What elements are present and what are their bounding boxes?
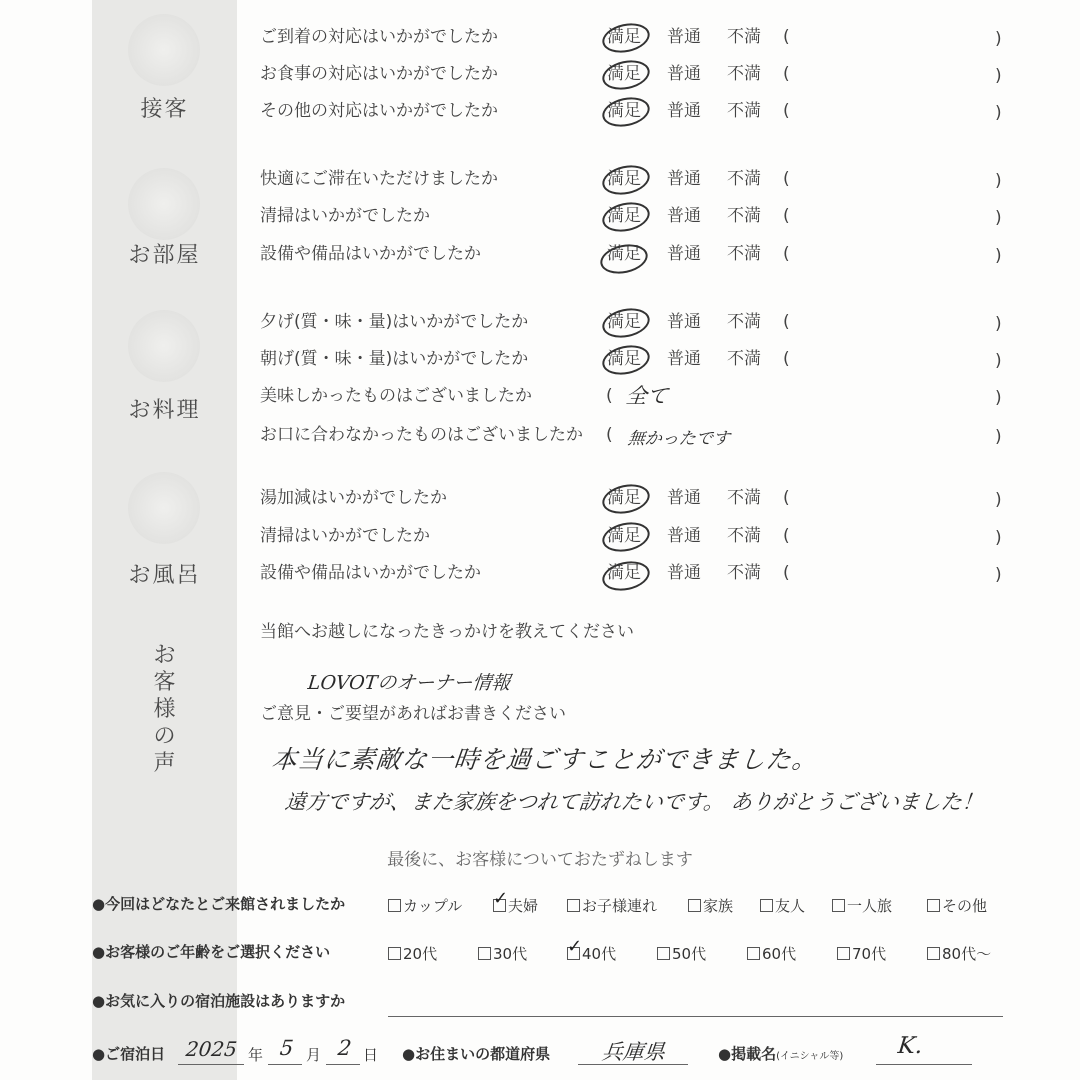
day-unit: 日	[363, 1046, 379, 1064]
circle-mark	[600, 304, 653, 341]
checkbox-family[interactable]: 家族	[688, 895, 733, 916]
stay-day-value[interactable]: 2	[336, 1036, 353, 1060]
checkbox-box[interactable]	[567, 899, 580, 912]
option-unsatisfied[interactable]: 不満	[727, 64, 761, 84]
open-paren: (	[783, 563, 790, 583]
stay-month-line	[268, 1064, 302, 1065]
option-normal[interactable]: 普通	[667, 349, 701, 369]
question-meal-service: お食事の対応はいかがでしたか	[260, 64, 498, 84]
option-unsatisfied[interactable]: 不満	[727, 169, 761, 189]
checkbox-80s-plus[interactable]: 80代〜	[927, 943, 991, 964]
checkbox-box[interactable]	[747, 947, 760, 960]
close-paren: )	[995, 29, 1002, 49]
stay-month-value[interactable]: 5	[278, 1036, 295, 1060]
check-mark-icon: ✓	[493, 888, 509, 909]
checkbox-box[interactable]	[927, 899, 940, 912]
option-satisfied[interactable]: 満足	[607, 27, 641, 47]
prefecture-label: ●お住まいの都道府県	[402, 1045, 551, 1063]
close-paren: )	[995, 388, 1002, 408]
circle-mark	[600, 480, 653, 517]
watermark-logo	[128, 310, 200, 382]
option-satisfied[interactable]: 満足	[607, 169, 641, 189]
circle-mark	[600, 56, 653, 93]
close-paren: )	[995, 528, 1002, 548]
close-paren: )	[995, 351, 1002, 371]
option-unsatisfied[interactable]: 不満	[727, 244, 761, 264]
option-unsatisfied[interactable]: 不満	[727, 488, 761, 508]
stay-year-line	[178, 1064, 244, 1065]
category-sidebar	[92, 0, 237, 1080]
open-paren: (	[606, 386, 613, 406]
option-satisfied[interactable]: 満足	[607, 206, 641, 226]
checkbox-couple[interactable]: カップル	[388, 895, 462, 916]
checkbox-40s[interactable]: ✓ 40代	[567, 936, 617, 963]
favorite-lodging-question: ●お気に入りの宿泊施設はありますか	[92, 992, 346, 1010]
question-other-service: その他の対応はいかがでしたか	[260, 101, 498, 121]
option-unsatisfied[interactable]: 不満	[727, 312, 761, 332]
option-satisfied[interactable]: 満足	[607, 64, 641, 84]
display-name-value[interactable]: K.	[896, 1033, 924, 1059]
age-question: ●お客様のご年齢をご選択ください	[92, 943, 331, 961]
close-paren: )	[995, 246, 1002, 266]
option-normal[interactable]: 普通	[667, 244, 701, 264]
option-satisfied[interactable]: 満足	[607, 526, 641, 546]
checkbox-box[interactable]	[493, 888, 509, 912]
month-unit: 月	[306, 1046, 322, 1064]
circle-mark	[600, 93, 653, 130]
checkbox-box[interactable]	[760, 899, 773, 912]
close-paren: )	[995, 66, 1002, 86]
circle-mark	[600, 161, 653, 198]
year-unit: 年	[248, 1046, 264, 1064]
checkbox-solo[interactable]: 一人旅	[832, 895, 892, 916]
question-trigger: 当館へお越しになったきっかけを教えてください	[260, 622, 634, 642]
checkbox-with-kids[interactable]: お子様連れ	[567, 895, 657, 916]
open-paren: (	[783, 312, 790, 332]
checkbox-box[interactable]	[388, 899, 401, 912]
option-normal[interactable]: 普通	[667, 206, 701, 226]
option-unsatisfied[interactable]: 不満	[727, 206, 761, 226]
favorite-lodging-field[interactable]	[388, 1016, 1003, 1017]
option-satisfied[interactable]: 満足	[607, 101, 641, 121]
option-satisfied[interactable]: 満足	[607, 312, 641, 332]
circle-mark	[598, 240, 651, 277]
close-paren: )	[995, 427, 1002, 447]
question-bath-equipment: 設備や備品はいかがでしたか	[260, 563, 481, 583]
option-normal[interactable]: 普通	[667, 488, 701, 508]
option-unsatisfied[interactable]: 不満	[727, 526, 761, 546]
option-normal[interactable]: 普通	[667, 312, 701, 332]
checkbox-married[interactable]: ✓ 夫婦	[493, 888, 539, 915]
answer-untasty-items[interactable]: 無かったです	[626, 429, 731, 449]
open-paren: (	[606, 425, 613, 445]
checkbox-friend[interactable]: 友人	[760, 895, 805, 916]
option-unsatisfied[interactable]: 不満	[727, 349, 761, 369]
open-paren: (	[783, 169, 790, 189]
option-normal[interactable]: 普通	[667, 563, 701, 583]
stay-date-label: ●ご宿泊日	[92, 1045, 166, 1063]
checkbox-box[interactable]	[657, 947, 670, 960]
watermark-logo	[128, 168, 200, 240]
checkbox-box[interactable]	[927, 947, 940, 960]
option-satisfied[interactable]: 満足	[607, 563, 641, 583]
question-room-cleaning: 清掃はいかがでしたか	[260, 206, 430, 226]
option-satisfied[interactable]: 満足	[607, 349, 641, 369]
checkbox-box[interactable]	[688, 899, 701, 912]
close-paren: )	[995, 103, 1002, 123]
section-label-voice: お 客 様 の 声	[153, 643, 176, 776]
question-dinner: 夕げ(質・味・量)はいかがでしたか	[260, 312, 529, 332]
comment-line-1[interactable]: 本当に素敵な一時を過ごすことができました。	[270, 745, 820, 774]
option-normal[interactable]: 普通	[667, 101, 701, 121]
final-section-title: 最後に、お客様についておたずねします	[387, 850, 693, 870]
option-unsatisfied[interactable]: 不満	[727, 563, 761, 583]
display-name-line	[876, 1064, 972, 1065]
checkbox-70s[interactable]: 70代	[837, 943, 886, 964]
close-paren: )	[995, 565, 1002, 585]
option-normal[interactable]: 普通	[667, 169, 701, 189]
check-mark-icon: ✓	[567, 936, 583, 957]
open-paren: (	[783, 64, 790, 84]
display-name-label: ●掲載名(イニシャル等)	[718, 1045, 844, 1063]
open-paren: (	[783, 206, 790, 226]
option-satisfied[interactable]: 満足	[607, 244, 641, 264]
answer-tasty-items[interactable]: 全て	[624, 384, 670, 408]
checkbox-other[interactable]: その他	[927, 895, 987, 916]
option-unsatisfied[interactable]: 不満	[727, 27, 761, 47]
option-normal[interactable]: 普通	[667, 64, 701, 84]
question-room-equipment: 設備や備品はいかがでしたか	[260, 244, 481, 264]
checkbox-box[interactable]	[832, 899, 845, 912]
circle-mark	[600, 341, 653, 378]
checkbox-30s[interactable]: 30代	[478, 943, 527, 964]
question-bath-cleaning: 清掃はいかがでしたか	[260, 526, 430, 546]
checkbox-60s[interactable]: 60代	[747, 943, 796, 964]
close-paren: )	[995, 314, 1002, 334]
open-paren: (	[783, 488, 790, 508]
open-paren: (	[783, 101, 790, 121]
watermark-logo	[128, 14, 200, 86]
open-paren: (	[783, 349, 790, 369]
question-breakfast: 朝げ(質・味・量)はいかがでしたか	[260, 349, 529, 369]
open-paren: (	[783, 244, 790, 264]
circle-mark	[600, 518, 653, 555]
comment-line-2[interactable]: 遠方ですが、また家族をつれて訪れたいです。 ありがとうございました！	[283, 790, 985, 814]
watermark-logo	[128, 472, 200, 544]
question-comments: ご意見・ご要望があればお書きください	[260, 704, 566, 724]
close-paren: )	[995, 171, 1002, 191]
checkbox-box[interactable]	[478, 947, 491, 960]
close-paren: )	[995, 208, 1002, 228]
circle-mark	[600, 19, 653, 56]
section-label-room: お部屋	[128, 243, 201, 268]
checkbox-50s[interactable]: 50代	[657, 943, 706, 964]
section-label-bath: お風呂	[128, 563, 201, 588]
circle-mark	[600, 198, 653, 235]
prefecture-line	[578, 1064, 688, 1065]
question-tasty-items: 美味しかったものはございましたか	[260, 386, 532, 406]
open-paren: (	[783, 526, 790, 546]
question-bath-temperature: 湯加減はいかがでしたか	[260, 488, 447, 508]
option-normal[interactable]: 普通	[667, 27, 701, 47]
section-label-reception: 接客	[140, 97, 189, 122]
stay-year-value[interactable]: 2025	[184, 1037, 239, 1061]
checkbox-box[interactable]	[388, 947, 401, 960]
question-untasty-items: お口に合わなかったものはございましたか	[260, 425, 583, 445]
companion-question: ●今回はどなたとご来館されましたか	[92, 895, 346, 913]
checkbox-box[interactable]	[837, 947, 850, 960]
stay-day-line	[326, 1064, 360, 1065]
answer-trigger[interactable]: LOVOTのオーナー情報	[306, 672, 512, 694]
prefecture-value[interactable]: 兵庫県	[600, 1040, 667, 1064]
option-satisfied[interactable]: 満足	[607, 488, 641, 508]
checkbox-20s[interactable]: 20代	[388, 943, 437, 964]
question-comfort: 快適にご滞在いただけましたか	[260, 169, 498, 189]
open-paren: (	[783, 27, 790, 47]
checkbox-box[interactable]	[567, 936, 583, 960]
option-normal[interactable]: 普通	[667, 526, 701, 546]
option-unsatisfied[interactable]: 不満	[727, 101, 761, 121]
close-paren: )	[995, 490, 1002, 510]
section-label-cuisine: お料理	[128, 398, 201, 423]
question-arrival: ご到着の対応はいかがでしたか	[260, 27, 498, 47]
